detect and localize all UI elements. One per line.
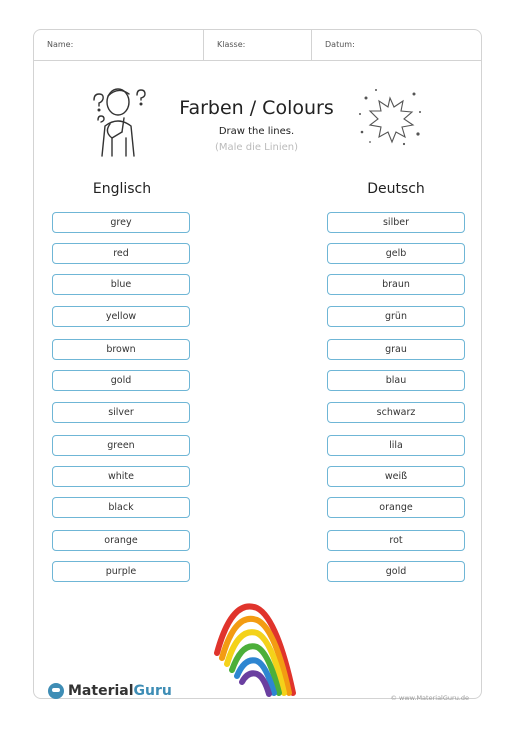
english-word-box[interactable]: purple <box>52 561 190 582</box>
german-word-box[interactable]: silber <box>327 212 465 233</box>
german-word-box[interactable]: orange <box>327 497 465 518</box>
german-word-box[interactable]: braun <box>327 274 465 295</box>
paint-splash-illustration <box>356 84 424 150</box>
english-column-heading: Englisch <box>92 181 152 197</box>
date-field-label: Datum: <box>325 40 355 49</box>
german-column-heading: Deutsch <box>367 181 425 197</box>
english-word-box[interactable]: gold <box>52 370 190 391</box>
german-word-box[interactable]: weiß <box>327 466 465 487</box>
english-word-box[interactable]: green <box>52 435 190 456</box>
instruction-text-german: (Male die Linien) <box>214 142 299 153</box>
english-word-box[interactable]: grey <box>52 212 190 233</box>
class-field-label: Klasse: <box>204 30 312 60</box>
rainbow-illustration <box>205 598 317 698</box>
english-word-box[interactable]: blue <box>52 274 190 295</box>
german-word-box[interactable]: schwarz <box>327 402 465 423</box>
german-word-box[interactable]: gelb <box>327 243 465 264</box>
english-word-box[interactable]: yellow <box>52 306 190 327</box>
english-word-box[interactable]: red <box>52 243 190 264</box>
instruction-text: Draw the lines. <box>218 126 295 137</box>
english-word-box[interactable]: brown <box>52 339 190 360</box>
german-word-box[interactable]: lila <box>327 435 465 456</box>
mascot-icon <box>48 683 64 699</box>
english-word-box[interactable]: orange <box>52 530 190 551</box>
name-field-label: Name: <box>34 30 204 60</box>
german-word-box[interactable]: blau <box>327 370 465 391</box>
german-word-box[interactable]: grau <box>327 339 465 360</box>
english-word-box[interactable]: black <box>52 497 190 518</box>
german-word-box[interactable]: grün <box>327 306 465 327</box>
copyright-text: © www.MaterialGuru.de <box>390 694 469 702</box>
english-word-box[interactable]: white <box>52 466 190 487</box>
worksheet-title: Farben / Colours <box>179 97 334 119</box>
header-row <box>34 30 481 61</box>
english-word-box[interactable]: silver <box>52 402 190 423</box>
german-word-box[interactable]: rot <box>327 530 465 551</box>
german-word-box[interactable]: gold <box>327 561 465 582</box>
materialguru-logo: Material Guru <box>48 683 172 699</box>
